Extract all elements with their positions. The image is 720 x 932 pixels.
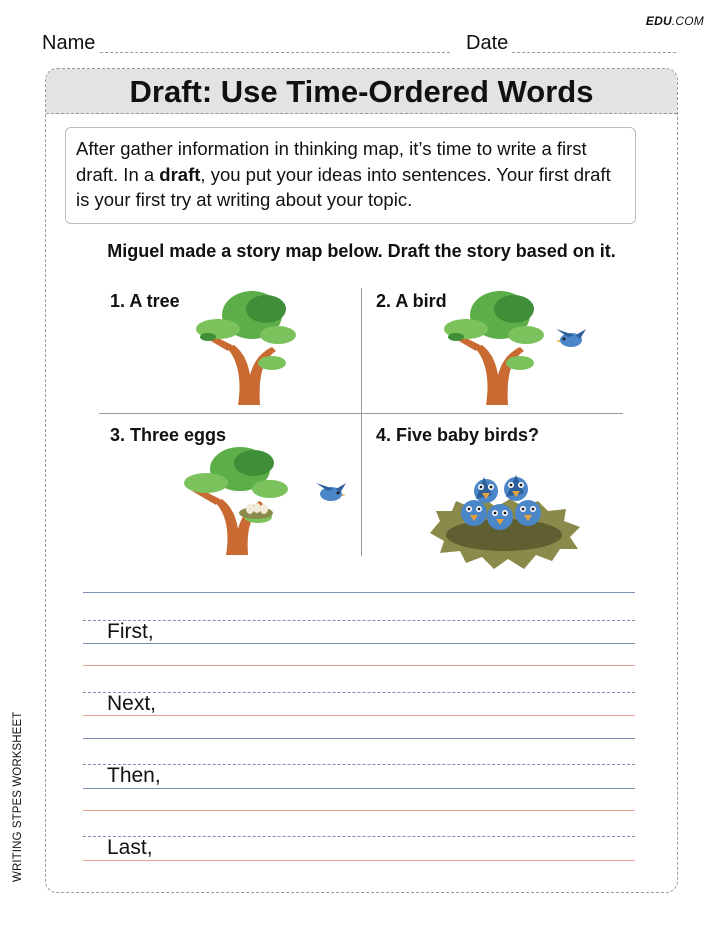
writing-line-descender (83, 665, 635, 666)
writing-line-top (83, 738, 635, 739)
writing-line-mid (83, 692, 635, 693)
name-line (100, 52, 450, 53)
writing-line-base (83, 788, 635, 789)
writing-line-top (83, 592, 635, 593)
date-line (512, 52, 676, 53)
sequence-word-next: Next, (107, 692, 157, 715)
cell-label-1: 1. A tree (110, 291, 180, 311)
writing-line-mid (83, 836, 635, 837)
info-box (65, 127, 636, 224)
writing-line-base (83, 860, 635, 861)
sequence-word-then: Then, (107, 764, 161, 787)
grid-horizontal-divider (99, 413, 623, 414)
name-label: Name (42, 32, 96, 54)
sequence-word-first: First, (107, 620, 154, 643)
writing-line-mid (83, 764, 635, 765)
writing-line-descender (83, 810, 635, 811)
grid-vertical-divider (361, 288, 362, 556)
instruction-prompt: Miguel made a story map below. Draft the story based on it. (107, 241, 616, 261)
page-title: Draft: Use Time-Ordered Words (46, 69, 677, 114)
info-bold: draft (159, 163, 201, 185)
brand-logo: EDU.COM (645, 14, 704, 28)
side-label: WRITING STPES WORKSHEET (12, 711, 24, 882)
tree-illustration (186, 289, 306, 407)
writing-line-base (83, 715, 635, 716)
cell-label-3: 3. Three eggs (110, 425, 227, 445)
cell-label-2: 2. A bird (376, 291, 447, 311)
info-text-1: After gather information in thinking map, it’s time to write a first draft. In a (76, 138, 587, 185)
nest-with-baby-birds-illustration (426, 465, 586, 575)
bird-icon (554, 327, 588, 351)
info-text-2: , you put your ideas into sentences. Your first draft is your first try at writing about your topic. (76, 163, 611, 210)
sequence-word-last: Last, (107, 836, 153, 859)
tree-illustration-2 (434, 289, 554, 407)
tree-with-nest-illustration (174, 445, 294, 557)
writing-line-mid (83, 620, 635, 621)
bird-icon-2 (314, 481, 348, 505)
worksheet-card (45, 68, 678, 893)
cell-label-4: 4. Five baby birds? (376, 425, 540, 445)
writing-line-base (83, 643, 635, 644)
date-label: Date (466, 32, 509, 54)
